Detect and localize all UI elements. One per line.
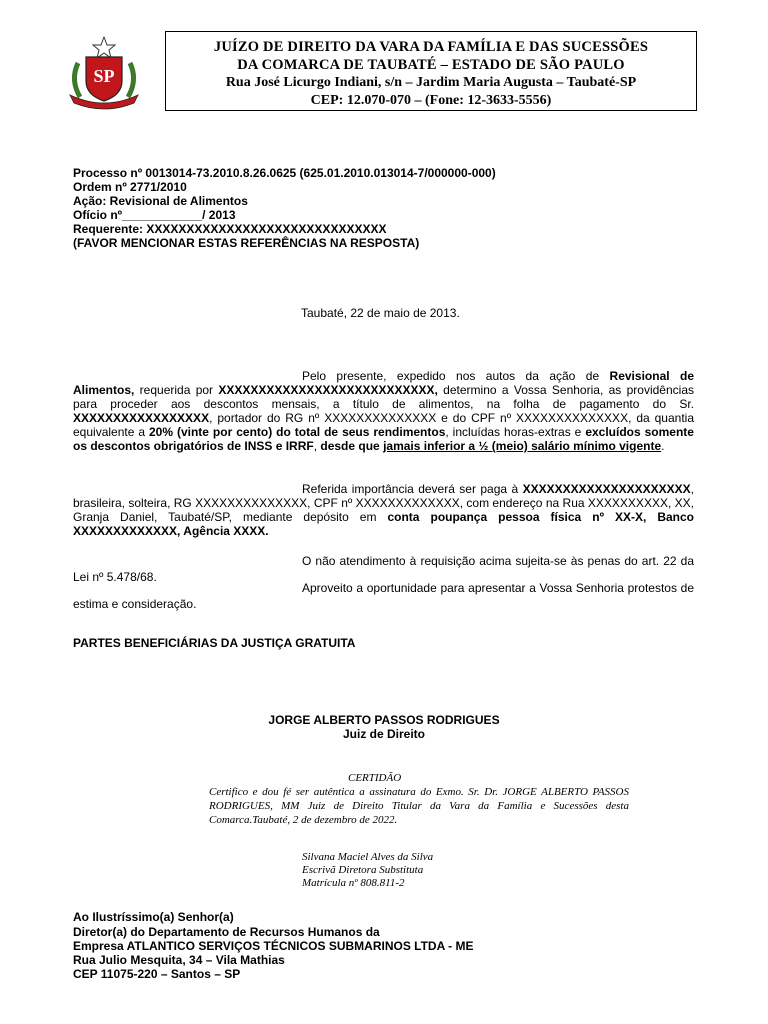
header-address: Rua José Licurgo Indiani, s/n – Jardim Maria Augusta – Taubaté-SP [225, 75, 637, 90]
certidao-matricula: Matrícula nº 808.811-2 [302, 877, 405, 889]
recipient-line1: Ao Ilustríssimo(a) Senhor(a) [73, 910, 234, 924]
recipient-line4: Rua Julio Mesquita, 34 – Vila Mathias [73, 953, 285, 967]
header-phone: CEP: 12.070-070 – (Fone: 12-3633-5556) [310, 93, 552, 108]
ref-acao: Ação: Revisional de Alimentos [73, 194, 248, 208]
certidao-signer-role: Escrivã Diretora Substituta [302, 864, 424, 876]
judge-name: JORGE ALBERTO PASSOS RODRIGUES [268, 713, 500, 727]
paragraph-closing: Aproveito a oportunidade para apresentar a Vossa Senhoria protestos de estima e consideração. [73, 581, 694, 611]
certidao-body: Certifico e dou fé ser autêntica a assinatura do Exmo. Sr. Dr. JORGE ALBERTO PASSOS RODRIGUES, MM Juiz de Direito Titular da Vara da Família e Sucessões desta Comarca.Taubaté, 2 de dezembro de 2022. [209, 786, 629, 826]
ref-ordem: Ordem nº 2771/2010 [73, 180, 187, 194]
certidao-title: CERTIDÃO [348, 772, 402, 784]
sao-paulo-coat-of-arms-icon [64, 35, 144, 110]
paragraph-determination: Pelo presente, expedido nos autos da ação de Revisional de Alimentos, requerida por XXXXXXXXXXXXXXXXXXXXXXXXXXX, determino a Vossa Senhoria, as providências para proceder aos descontos mensais, a título de alimentos, na folha de pagamento do Sr. XXXXXXXXXXXXXXXXX, portador do RG nº XXXXXXXXXXXXXX e do CPF nº XXXXXXXXXXXXXX, da quantia equivalente a 20% (vinte por cento) do total de seus rendimentos, incluídas horas-extras e excluídos somente os descontos obrigatórios de INSS e IRRF, desde que jamais inferior a ½ (meio) salário mínimo vigente. [73, 369, 694, 453]
certidao-signer: Silvana Maciel Alves da Silva [302, 851, 434, 863]
recipient-line5: CEP 11075-220 – Santos – SP [73, 967, 241, 981]
date-line: Taubaté, 22 de maio de 2013. [301, 306, 460, 320]
beneficiarias-note: PARTES BENEFICIÁRIAS DA JUSTIÇA GRATUITA [73, 636, 356, 650]
ref-requerente: Requerente: XXXXXXXXXXXXXXXXXXXXXXXXXXXXXX [73, 222, 387, 236]
paragraph-payment: Referida importância deverá ser paga à XXXXXXXXXXXXXXXXXXXXX, brasileira, solteira, RG XXXXXXXXXXXXXX, CPF nº XXXXXXXXXXXXX, com endereço na Rua XXXXXXXXXX, XX, Granja Daniel, Taubaté/SP, mediante depósito em conta poupança pessoa física nº XX-X, Banco XXXXXXXXXXXXX, Agência XXXX. [73, 482, 694, 538]
recipient-line3: Empresa ATLANTICO SERVIÇOS TÉCNICOS SUBMARINOS LTDA - ME [73, 939, 474, 953]
ref-nota: (FAVOR MENCIONAR ESTAS REFERÊNCIAS NA RESPOSTA) [73, 236, 420, 250]
header-jurisdiction: DA COMARCA DE TAUBATÉ – ESTADO DE SÃO PAULO [237, 57, 625, 73]
court-header [165, 31, 697, 111]
seal-letters: SP [93, 66, 115, 86]
ref-oficio: Ofício nº____________/ 2013 [73, 208, 236, 222]
header-court-name: JUÍZO DE DIREITO DA VARA DA FAMÍLIA E DAS SUCESSÕES [213, 39, 649, 55]
ref-processo: Processo nº 0013014-73.2010.8.26.0625 (625.01.2010.013014-7/000000-000) [73, 166, 496, 180]
recipient-line2: Diretor(a) do Departamento de Recursos Humanos da [73, 925, 380, 939]
judge-role: Juiz de Direito [342, 727, 425, 741]
paragraph-penalty: O não atendimento à requisição acima sujeita-se às penas do art. 22 da Lei nº 5.478/68. [73, 554, 694, 584]
